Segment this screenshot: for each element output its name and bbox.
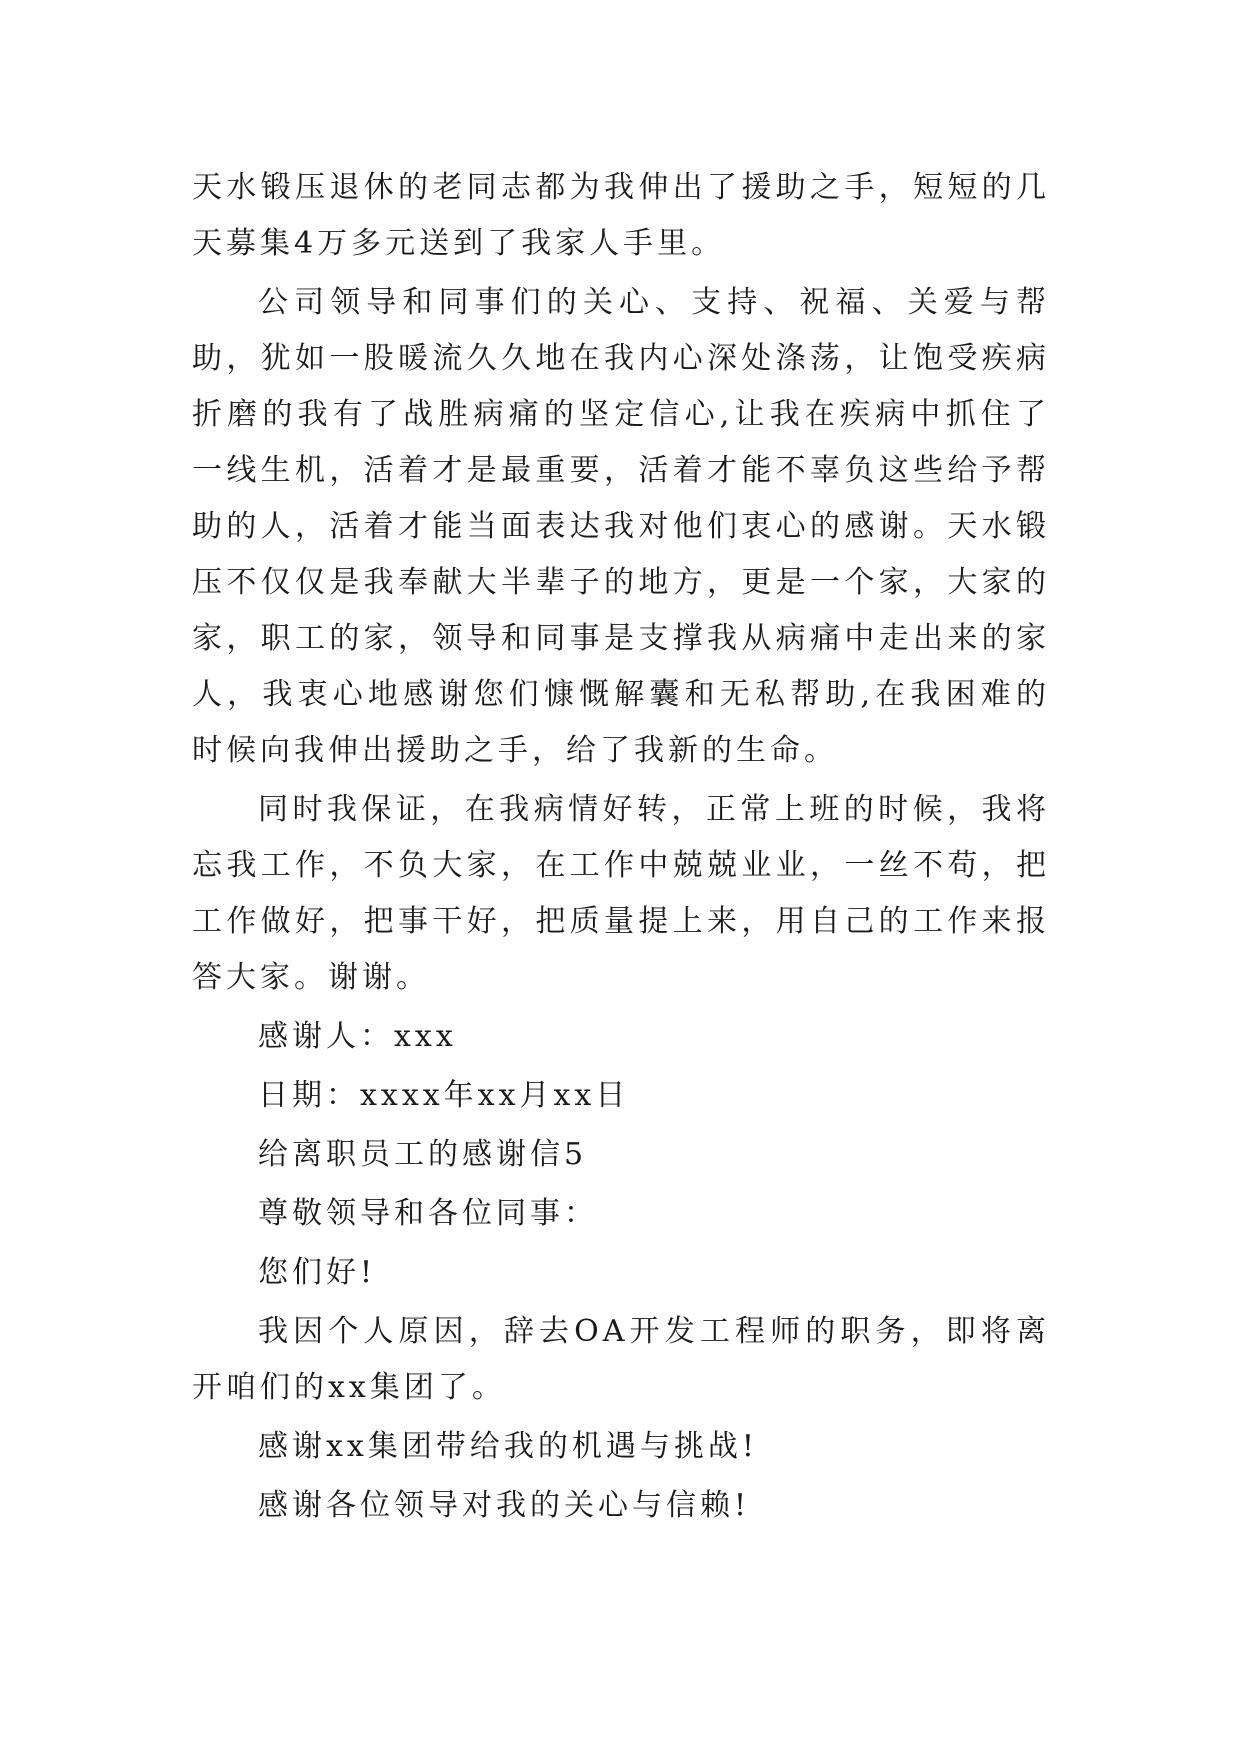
document-body: [192, 160, 1050, 1534]
letter-greeting: 您们好!: [258, 1255, 377, 1290]
paragraph-donation: 天水锻压退休的老同志都为我伸出了援助之手，短短的几天募集4万多元送到了我家人手里。: [192, 170, 1050, 261]
letter-title: 给离职员工的感谢信5: [258, 1137, 588, 1172]
signature-date: 日期：xxxx年xx月xx日: [258, 1078, 630, 1113]
paragraph-thanks-group: 感谢xx集团带给我的机遇与挑战!: [258, 1429, 758, 1464]
letter-salutation: 尊敬领导和各位同事：: [258, 1196, 598, 1231]
signature-thanker: 感谢人：xxx: [258, 1019, 457, 1054]
paragraph-thanks-leaders: 感谢各位领导对我的关心与信赖!: [258, 1488, 751, 1523]
paragraph-gratitude: 公司领导和同事们的关心、支持、祝福、关爱与帮助，犹如一股暖流久久地在我内心深处涤荡，让饱受疾病折磨的我有了战胜病痛的坚定信心,让我在疾病中抓住了一线生机，活着才是最重要，活着才能不辜负这些给予帮助的人，活着才能当面表达我对他们衷心的感谢。天水锻压不仅仅是我奉献大半辈子的地方，更是一个家，大家的家，职工的家，领导和同事是支撑我从病痛中走出来的家人，我衷心地感谢您们慷慨解囊和无私帮助,在我困难的时候向我伸出援助之手，给了我新的生命。: [192, 285, 1050, 768]
paragraph-resignation: 我因个人原因，辞去OA开发工程师的职务，即将离开咱们的xx集团了。: [192, 1314, 1050, 1405]
paragraph-promise: 同时我保证，在我病情好转，正常上班的时候，我将忘我工作，不负大家，在工作中兢兢业业，一丝不苟，把工作做好，把事干好，把质量提上来，用自己的工作来报答大家。谢谢。: [192, 792, 1050, 995]
